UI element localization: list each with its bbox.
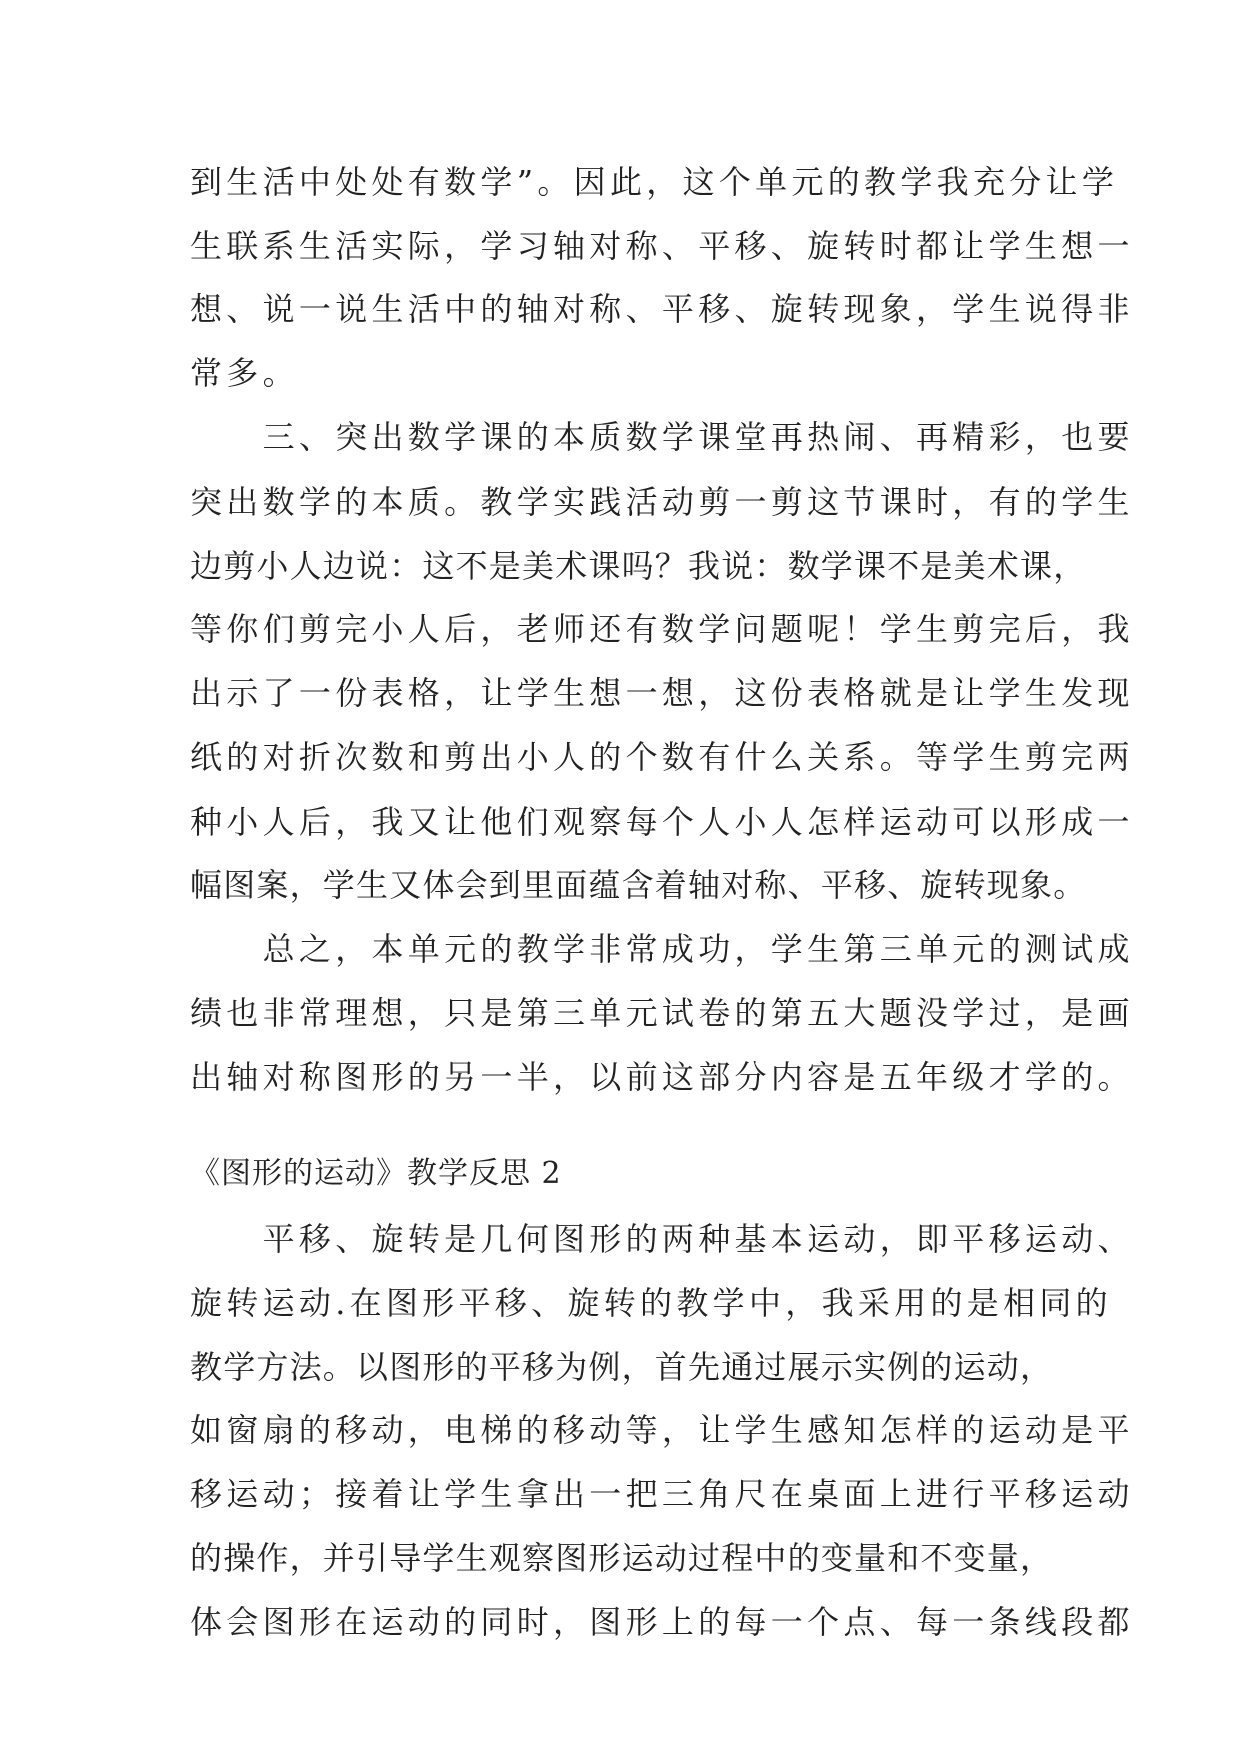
text-line: 平移、旋转是几何图形的两种基本运动，即平移运动、: [190, 1220, 1134, 1258]
text-line: 边剪小人边说：这不是美术课吗？我说：数学课不是美术课，: [190, 547, 1087, 585]
text-line: 幅图案，学生又体会到里面蕴含着轴对称、平移、旋转现象。: [190, 866, 1087, 904]
text-line: 的操作，并引导学生观察图形运动过程中的变量和不变量，: [190, 1539, 1054, 1577]
text-line: 三、突出数学课的本质数学课堂再热闹、再精彩，也要: [190, 418, 1134, 456]
text-line: 总之，本单元的教学非常成功，学生第三单元的测试成: [190, 930, 1134, 968]
text-line: 绩也非常理想，只是第三单元试卷的第五大题没学过，是画: [190, 994, 1134, 1032]
text-line: 等你们剪完小人后，老师还有数学问题呢！学生剪完后，我: [190, 610, 1134, 648]
text-line: 纸的对折次数和剪出小人的个数有什么关系。等学生剪完两: [190, 738, 1134, 776]
text-line: 生联系生活实际，学习轴对称、平移、旋转时都让学生想一: [190, 227, 1134, 265]
text-line: 想、说一说生活中的轴对称、平移、旋转现象，学生说得非: [190, 290, 1134, 328]
text-line: 教学方法。以图形的平移为例，首先通过展示实例的运动，: [190, 1348, 1054, 1386]
text-line: 突出数学的本质。教学实践活动剪一剪这节课时，有的学生: [190, 483, 1134, 521]
text-line: 种小人后，我又让他们观察每个人小人怎样运动可以形成一: [190, 803, 1134, 841]
text-line: 旋转运动.在图形平移、旋转的教学中，我采用的是相同的: [190, 1284, 1112, 1322]
text-line: 移运动；接着让学生拿出一把三角尺在桌面上进行平移运动: [190, 1475, 1134, 1513]
text-line: 体会图形在运动的同时，图形上的每一个点、每一条线段都: [190, 1603, 1134, 1641]
text-line: 到生活中处处有数学”。因此，这个单元的教学我充分让学: [190, 163, 1119, 201]
text-line: 常多。: [190, 354, 299, 392]
text-line: 出示了一份表格，让学生想一想，这份表格就是让学生发现: [190, 674, 1134, 712]
text-line: 如窗扇的移动，电梯的移动等，让学生感知怎样的运动是平: [190, 1411, 1134, 1449]
section-heading: 《图形的运动》教学反思 2: [190, 1156, 562, 1191]
text-line: 出轴对称图形的另一半，以前这部分内容是五年级才学的。: [190, 1058, 1134, 1096]
